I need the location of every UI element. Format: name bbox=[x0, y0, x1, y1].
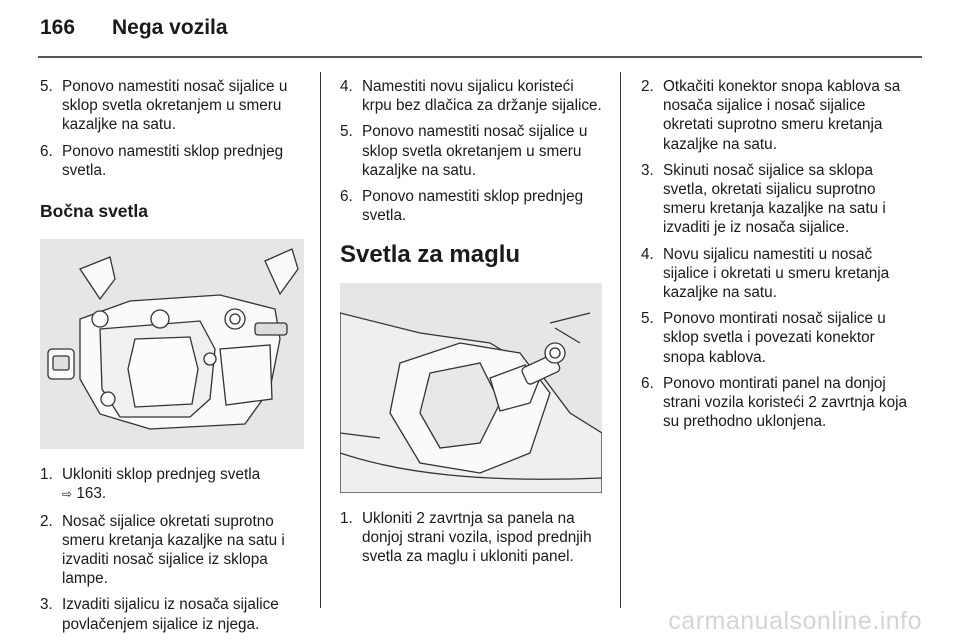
header-divider bbox=[38, 56, 922, 58]
page-header bbox=[40, 16, 228, 40]
page-number: 166 bbox=[40, 16, 76, 39]
list-item: 2. Nosač sijalice okretati suprotno smeru kretanja kazaljke na satu i izvaditi nosač sijalice iz sklopa lampe. bbox=[40, 512, 285, 588]
list-item: 5. Ponovo namestiti nosač sijalice u sklop svetla okretanjem u smeru kazaljke na satu. bbox=[340, 123, 588, 179]
list-item: 1. Ukloniti 2 zavrtnja sa panela na donjoj strani vozila, ispod prednjih svetla za maglu i ukloniti panel. bbox=[340, 509, 592, 566]
list-item: 3. Izvaditi sijalicu iz nosača sijalice povlačenjem sijalice iz njega. bbox=[40, 596, 279, 633]
list-item: 5. Ponovo namestiti nosač sijalice u sklop svetla okretanjem u smeru kazaljke na satu. bbox=[40, 78, 288, 134]
column-3 bbox=[641, 77, 909, 438]
page-title: Nega vozila bbox=[112, 16, 228, 39]
list-item: 5. Ponovo montirati nosač sijalice u sklop svetla i povezati konektor snopa kablova. bbox=[641, 310, 886, 366]
column-divider bbox=[620, 72, 621, 608]
watermark: carmanualsonline.info bbox=[668, 607, 922, 635]
section-heading-fog-lights: Svetla za maglu bbox=[340, 241, 521, 269]
list-item: 4. Novu sijalicu namestiti u nosač sijalice i okretati u smeru kretanja kazaljke na satu. bbox=[641, 245, 890, 302]
column-2 bbox=[340, 77, 606, 573]
column-divider bbox=[320, 72, 321, 608]
list-item: 6. Ponovo montirati panel na donjoj strani vozila koristeći 2 zavrtnja koja su prethodno uklonjena. bbox=[641, 374, 907, 431]
side-light-assembly-illustration bbox=[40, 239, 304, 449]
list-item: 2. Otkačiti konektor snopa kablova sa nosača sijalice i nosač sijalice okretati suprotno smeru kretanja kazaljke na satu. bbox=[641, 78, 901, 153]
list-item: 4. Namestiti novu sijalicu koristeći krpu bez dlačica za držanje sijalice. bbox=[340, 78, 602, 115]
column-1 bbox=[40, 77, 306, 641]
list-item: 1. Ukloniti sklop prednjeg svetla ⇨ 163. bbox=[40, 466, 261, 503]
page-reference-icon: ⇨ bbox=[62, 487, 73, 502]
section-heading-side-lights: Bočna svetla bbox=[40, 201, 148, 222]
fog-light-bulb-illustration bbox=[340, 283, 602, 493]
list-item: 3. Skinuti nosač sijalice sa sklopa svetla, okretati sijalicu suprotno smeru kretanja kazaljke na satu i izvaditi je iz nosača sijalice. bbox=[641, 161, 886, 237]
list-item: 6. Ponovo namestiti sklop prednjeg svetla. bbox=[40, 142, 284, 179]
list-item: 6. Ponovo namestiti sklop prednjeg svetla. bbox=[340, 188, 584, 225]
